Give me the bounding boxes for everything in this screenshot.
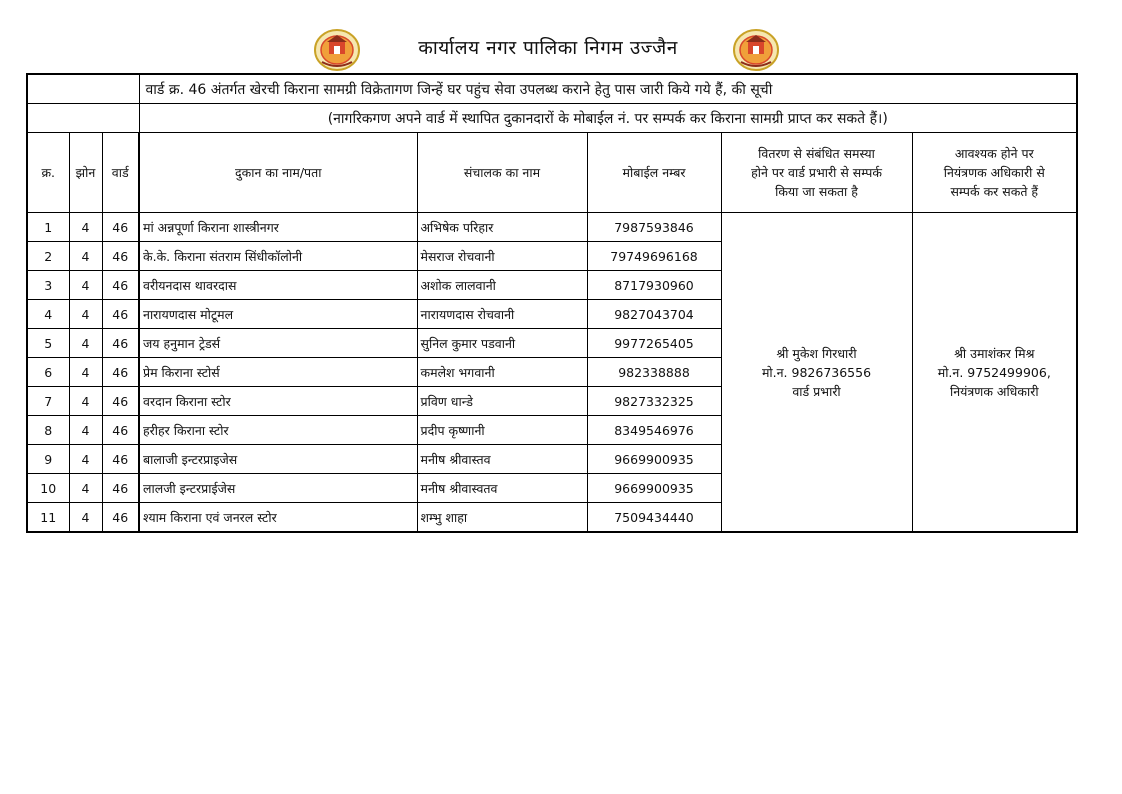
document-header [0,22,1122,72]
cell-operator: अशोक लालवानी [417,271,587,300]
cell-sno: 1 [27,213,69,242]
col-header-officer-line2: नियंत्रणक अधिकारी से [943,165,1045,180]
cell-zone: 4 [69,503,102,533]
cell-mobile: 9669900935 [587,445,721,474]
cell-sno: 4 [27,300,69,329]
office-title: कार्यालय नगर पालिका निगम उज्जैन [418,37,678,59]
cell-ward: 46 [102,503,139,533]
cell-shop: वरीयनदास थावरदास [139,271,417,300]
col-header-officer [912,133,1077,213]
cell-operator: शम्भु शाहा [417,503,587,533]
cell-ward: 46 [102,387,139,416]
cell-zone: 4 [69,329,102,358]
cell-mobile: 7987593846 [587,213,721,242]
cell-shop: के.के. किराना संतराम सिंधीकॉलोनी [139,242,417,271]
col-header-ward-incharge-line2: होने पर वार्ड प्रभारी से सम्पर्क [751,165,882,180]
cell-zone: 4 [69,474,102,503]
cell-shop: बालाजी इन्टरप्राइजेस [139,445,417,474]
cell-zone: 4 [69,416,102,445]
cell-shop: वरदान किराना स्टोर [139,387,417,416]
cell-operator: मेसराज रोचवानी [417,242,587,271]
cell-sno: 11 [27,503,69,533]
cell-sno: 7 [27,387,69,416]
cell-ward: 46 [102,329,139,358]
cell-zone: 4 [69,271,102,300]
nagar-nigam-logo [731,26,781,72]
table-row [27,213,1077,242]
cell-ward: 46 [102,474,139,503]
officer-mobile: मो.न. 9752499906, [937,364,1051,380]
col-header-ward: वार्ड [102,133,139,213]
ward-incharge-mobile: मो.न. 9826736556 [761,364,872,380]
col-header-ward-incharge-line1: वितरण से संबंधित समस्या [758,146,875,161]
cell-shop: प्रेम किराना स्टोर्स [139,358,417,387]
cell-mobile: 982338888 [587,358,721,387]
cell-sno: 10 [27,474,69,503]
cell-ward: 46 [102,445,139,474]
officer-name: श्री उमाशंकर मिश्र [954,345,1035,361]
col-header-ward-incharge [721,133,912,213]
cell-sno: 8 [27,416,69,445]
nagar-nigam-logo [312,26,362,72]
cell-sno: 3 [27,271,69,300]
cell-zone: 4 [69,213,102,242]
cell-sno: 5 [27,329,69,358]
cell-zone: 4 [69,445,102,474]
cell-zone: 4 [69,242,102,271]
cell-zone: 4 [69,358,102,387]
cell-shop: नारायणदास मोटूमल [139,300,417,329]
col-header-operator: संचालक का नाम [417,133,587,213]
cell-ward: 46 [102,271,139,300]
ward-incharge-designation: वार्ड प्रभारी [792,383,841,399]
cell-shop: मां अन्नपूर्णा किराना शास्त्रीनगर [139,213,417,242]
ward-incharge-cell [721,213,912,533]
col-header-mobile: मोबाईल नम्बर [587,133,721,213]
col-header-officer-line1: आवश्यक होने पर [954,146,1034,161]
ward-incharge-name: श्री मुकेश गिरधारी [776,345,857,361]
cell-mobile: 9827043704 [587,300,721,329]
cell-zone: 4 [69,300,102,329]
cell-sno: 2 [27,242,69,271]
cell-shop: लालजी इन्टरप्राईजेस [139,474,417,503]
cell-operator: नारायणदास रोचवानी [417,300,587,329]
cell-ward: 46 [102,300,139,329]
cell-operator: अभिषेक परिहार [417,213,587,242]
col-header-ward-incharge-line3: किया जा सकता है [775,184,858,199]
col-header-zone: झोन [69,133,102,213]
cell-operator: प्रविण धान्डे [417,387,587,416]
cell-mobile: 7509434440 [587,503,721,533]
cell-operator: मनीष श्रीवास्तव [417,445,587,474]
table-subtitle: (नागरिकगण अपने वार्ड में स्थापित दुकानदारों के मोबाईल नं. पर सम्पर्क कर किराना सामग्री प्राप्त कर सकते हैं।) [139,104,1077,133]
cell-shop: श्याम किराना एवं जनरल स्टोर [139,503,417,533]
officer-cell [912,213,1077,533]
cell-sno: 6 [27,358,69,387]
cell-operator: सुनिल कुमार पडवानी [417,329,587,358]
cell-shop: हरीहर किराना स्टोर [139,416,417,445]
cell-operator: प्रदीप कृष्णानी [417,416,587,445]
cell-mobile: 8349546976 [587,416,721,445]
cell-zone: 4 [69,387,102,416]
cell-ward: 46 [102,213,139,242]
officer-designation: नियंत्रणक अधिकारी [949,383,1039,399]
cell-mobile: 9827332325 [587,387,721,416]
cell-mobile: 9669900935 [587,474,721,503]
col-header-shop: दुकान का नाम/पता [139,133,417,213]
cell-operator: मनीष श्रीवास्वतव [417,474,587,503]
cell-mobile: 8717930960 [587,271,721,300]
cell-mobile: 9977265405 [587,329,721,358]
cell-operator: कमलेश भगवानी [417,358,587,387]
cell-ward: 46 [102,358,139,387]
cell-sno: 9 [27,445,69,474]
col-header-sno: क्र. [27,133,69,213]
cell-shop: जय हनुमान ट्रेडर्स [139,329,417,358]
cell-ward: 46 [102,242,139,271]
subtitle-spacer [27,104,139,133]
title-spacer [27,74,139,104]
cell-ward: 46 [102,416,139,445]
cell-mobile: 79749696168 [587,242,721,271]
shop-list-table [26,73,1078,533]
table-title: वार्ड क्र. 46 अंतर्गत खेरची किराना सामग्री विक्रेतागण जिन्हें घर पहुंच सेवा उपलब्ध कराने हेतु पास जारी किये गये हैं, की सूची [139,74,1077,104]
col-header-officer-line3: सम्पर्क कर सकते हैं [950,184,1039,199]
